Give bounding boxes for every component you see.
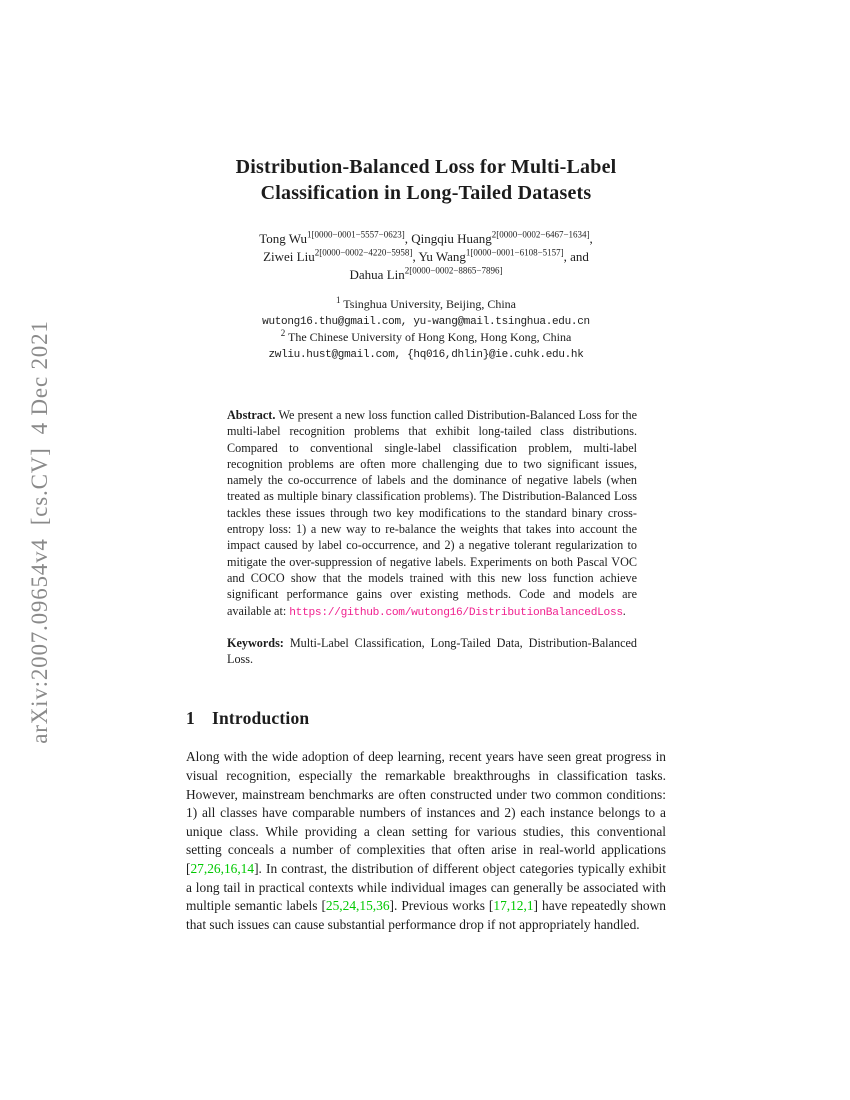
abstract-paragraph bbox=[227, 407, 637, 621]
author-list bbox=[186, 230, 666, 284]
affiliations-block bbox=[186, 297, 666, 363]
section-title: Introduction bbox=[211, 708, 310, 729]
paper-title bbox=[186, 154, 666, 206]
section-number: 1 bbox=[186, 708, 195, 729]
text-run: Dahua Lin bbox=[349, 267, 405, 282]
author-line bbox=[186, 248, 666, 266]
text-run: ]. In contrast, the distribution of different object categories typically exhibit a long tail in practical contexts while individual images can generally be associated with multiple semantic labels [ bbox=[186, 861, 666, 914]
text-run: We present a new loss function called Distribution-Balanced Loss for the multi-label recognition problems that exhibit long-tailed class distributions. Compared to conventional single-label classification problem, multi-label recognition problems are often more challenging due to two significant issues, namely the co-occurrence of labels and the dominance of negative labels (when treated as multiple binary classification problems). The Distribution-Balanced Loss tackles these issues through two key modifications to the standard binary cross-entropy loss: 1) a new way to re-balance the weights that takes into account the impact caused by label co-occurrence, and 2) a negative tolerant regularization to mitigate the over-suppression of negative labels. Experiments on both Pascal VOC and COCO show that the models trained with this new loss function achieve significant performance gains over existing methods. Code and models are available at: bbox=[227, 408, 637, 618]
citation-link[interactable]: 17,12,1 bbox=[493, 898, 534, 914]
text-run: , Yu Wang bbox=[412, 249, 466, 264]
author-line bbox=[186, 266, 666, 284]
superscript-orcid: 2[0000−0002−4220−5958] bbox=[314, 247, 413, 258]
text-run: Keywords: bbox=[227, 635, 284, 650]
text-run: Abstract. bbox=[227, 408, 276, 422]
paper-title-line: Classification in Long-Tailed Datasets bbox=[260, 182, 592, 204]
affiliation-line bbox=[186, 330, 666, 346]
text-run: , Qingqiu Huang bbox=[404, 231, 492, 246]
intro-paragraph bbox=[186, 748, 666, 934]
text-run: , and bbox=[563, 249, 589, 264]
citation-link[interactable]: 25,24,15,36 bbox=[325, 898, 390, 914]
author-line bbox=[186, 230, 666, 248]
text-run: Ziwei Liu bbox=[263, 249, 315, 264]
section-heading-introduction bbox=[186, 708, 666, 729]
keywords-line bbox=[227, 635, 637, 668]
text-run: The Chinese University of Hong Kong, Hong Kong, China bbox=[285, 330, 572, 344]
superscript-orcid: 2[0000−0002−8865−7896] bbox=[404, 265, 503, 276]
superscript-orcid: 1[0000−0001−5557−0623] bbox=[307, 229, 405, 240]
affiliation-line bbox=[186, 297, 666, 313]
text-run: ] have repeatedly shown that such issues can cause substantial performance drop if not appropriately handled. bbox=[186, 898, 666, 932]
text-run: Tsinghua University, Beijing, China bbox=[340, 297, 516, 311]
paper-page bbox=[186, 0, 666, 934]
text-run: Tong Wu bbox=[259, 231, 308, 246]
superscript-orcid: 1[0000−0001−6108−5157] bbox=[465, 247, 564, 258]
superscript-orcid: 1 bbox=[336, 295, 341, 305]
code-repo-link[interactable]: https://github.com/wutong16/DistributionBalancedLoss bbox=[289, 606, 623, 619]
affiliation-line bbox=[186, 346, 666, 364]
email-address: zwliu.hust@gmail.com, {hq016,dhlin}@ie.cuhk.edu.hk bbox=[268, 348, 584, 361]
superscript-orcid: 2 bbox=[280, 328, 286, 338]
text-run: . bbox=[622, 603, 626, 618]
text-run: Multi-Label Classification, Long-Tailed Data, Distribution-Balanced Loss. bbox=[227, 635, 637, 667]
arxiv-watermark: arXiv:2007.09654v4 [cs.CV] 4 Dec 2021 bbox=[27, 320, 52, 744]
text-run: Along with the wide adoption of deep learning, recent years have seen great progress in visual recognition, especially the remarkable breakthroughs in classification tasks. However, mainstream benchmarks are often constructed under two common conditions: 1) all classes have comparable numbers of instances and 2) each instance belongs to a unique class. While providing a clean setting for various studies, this conventional setting conceals a number of complexities that often arise in real-world applications [ bbox=[186, 749, 666, 877]
text-run: , bbox=[589, 231, 593, 246]
citation-link[interactable]: 27,26,16,14 bbox=[190, 861, 255, 877]
paper-title-line: Distribution-Balanced Loss for Multi-Label bbox=[235, 156, 617, 178]
text-run: ]. Previous works [ bbox=[389, 898, 494, 914]
affiliation-line bbox=[186, 313, 666, 331]
email-address: wutong16.thu@gmail.com, yu-wang@mail.tsinghua.edu.cn bbox=[262, 315, 590, 328]
superscript-orcid: 2[0000−0002−6467−1634] bbox=[491, 229, 590, 240]
